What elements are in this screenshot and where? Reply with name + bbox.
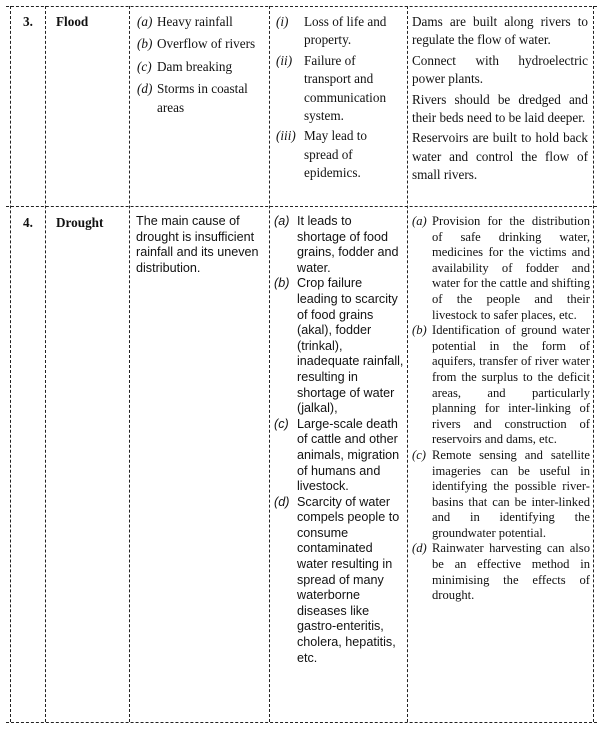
list-item-text: Dam breaking	[157, 58, 233, 74]
causes-list	[137, 13, 263, 117]
list-marker: (b)	[412, 323, 427, 338]
row-number: 3.	[23, 14, 33, 29]
measures-list	[412, 214, 590, 604]
list-marker: (c)	[412, 447, 426, 462]
list-item	[137, 80, 263, 117]
column-divider	[593, 6, 594, 722]
list-item	[137, 13, 263, 31]
list-item-text: Overflow of rivers	[157, 36, 256, 52]
list-marker: (b)	[137, 36, 153, 52]
list-marker: (ii)	[276, 52, 293, 68]
list-item	[137, 58, 263, 76]
effects-list	[276, 13, 402, 183]
column-divider	[45, 6, 46, 722]
list-item	[412, 323, 590, 448]
list-item	[276, 13, 402, 50]
list-item-text: Storms in coastal areas	[157, 81, 248, 115]
list-marker: (d)	[274, 494, 290, 509]
list-item	[412, 541, 590, 603]
list-item-text: Crop failure leading to scarcity of food grains (akal), fodder (trinkal), inadequate rainfall, resulting in shortage of water (jalkal),	[297, 276, 404, 416]
row-divider	[6, 206, 597, 207]
column-divider	[129, 6, 130, 722]
list-item	[274, 214, 404, 276]
list-item-text: Identification of ground water potential in the form of aquifers, transfer of river water from the surplus to the deficit areas, and particularly planning for inter-linking of rivers and construction of reservoirs and dams, etc.	[432, 323, 590, 447]
list-item-text: Loss of life and property.	[304, 14, 387, 48]
hazard-name: Flood	[56, 14, 89, 29]
list-item-text: Rainwater harvesting can also be an effective method in minimising the effects of drought.	[432, 541, 590, 603]
list-item	[276, 52, 402, 126]
measures-text	[412, 13, 588, 185]
list-item	[274, 495, 404, 667]
measure-paragraph: Rivers should be dredged and their beds need to be laid deeper.	[412, 91, 588, 126]
list-item-text: Large-scale death of cattle and other animals, migration of humans and livestock.	[297, 416, 400, 494]
list-item-text: Remote sensing and satellite imageries can be useful in identifying the possible river-basins that can be inter-linked and in identifying the groundwater potential.	[432, 447, 590, 540]
list-marker: (b)	[274, 276, 290, 291]
row-number: 4.	[23, 215, 33, 230]
list-marker: (a)	[274, 214, 290, 228]
list-item-text: Scarcity of water compels people to consume contaminated water resulting in spread of many waterborne diseases like gastro-enteritis, cholera, hepatitis, etc.	[297, 494, 400, 665]
column-divider	[269, 6, 270, 722]
column-divider	[407, 6, 408, 722]
list-item-text: May lead to spread of epidemics.	[304, 128, 367, 181]
table-top-border	[6, 6, 597, 7]
list-marker: (i)	[276, 14, 289, 29]
list-item	[412, 448, 590, 542]
table-bottom-border	[6, 722, 597, 723]
list-item-text: It leads to shortage of food grains, fodder and water.	[297, 214, 399, 275]
list-item	[412, 214, 590, 323]
list-marker: (d)	[412, 541, 427, 556]
list-item-text: Failure of transport and communication system.	[304, 52, 387, 124]
list-item	[274, 276, 404, 416]
hazard-name: Drought	[56, 215, 104, 230]
list-marker: (a)	[412, 214, 427, 228]
list-marker: (d)	[137, 81, 153, 97]
measure-paragraph: Reservoirs are built to hold back water and control the flow of small rivers.	[412, 130, 588, 183]
list-marker: (c)	[274, 416, 289, 431]
causes-text: The main cause of drought is insufficient rainfall and its uneven distribution.	[136, 214, 259, 275]
list-item	[137, 35, 263, 53]
column-divider	[10, 6, 11, 722]
list-item	[276, 127, 402, 182]
list-item-text: Provision for the distribution of safe drinking water, medicines for the victims and availability of fodder and water for the cattle and shifting of the people and their livestock to safer places, etc.	[432, 214, 590, 322]
list-item	[274, 417, 404, 495]
effects-list	[274, 214, 404, 666]
measure-paragraph: Dams are built along rivers to regulate the flow of water.	[412, 14, 588, 48]
list-item-text: Heavy rainfall	[157, 14, 233, 29]
list-marker: (c)	[137, 58, 152, 74]
measure-paragraph: Connect with hydroelectric power plants.	[412, 52, 588, 87]
list-marker: (a)	[137, 14, 153, 29]
list-marker: (iii)	[276, 128, 296, 144]
